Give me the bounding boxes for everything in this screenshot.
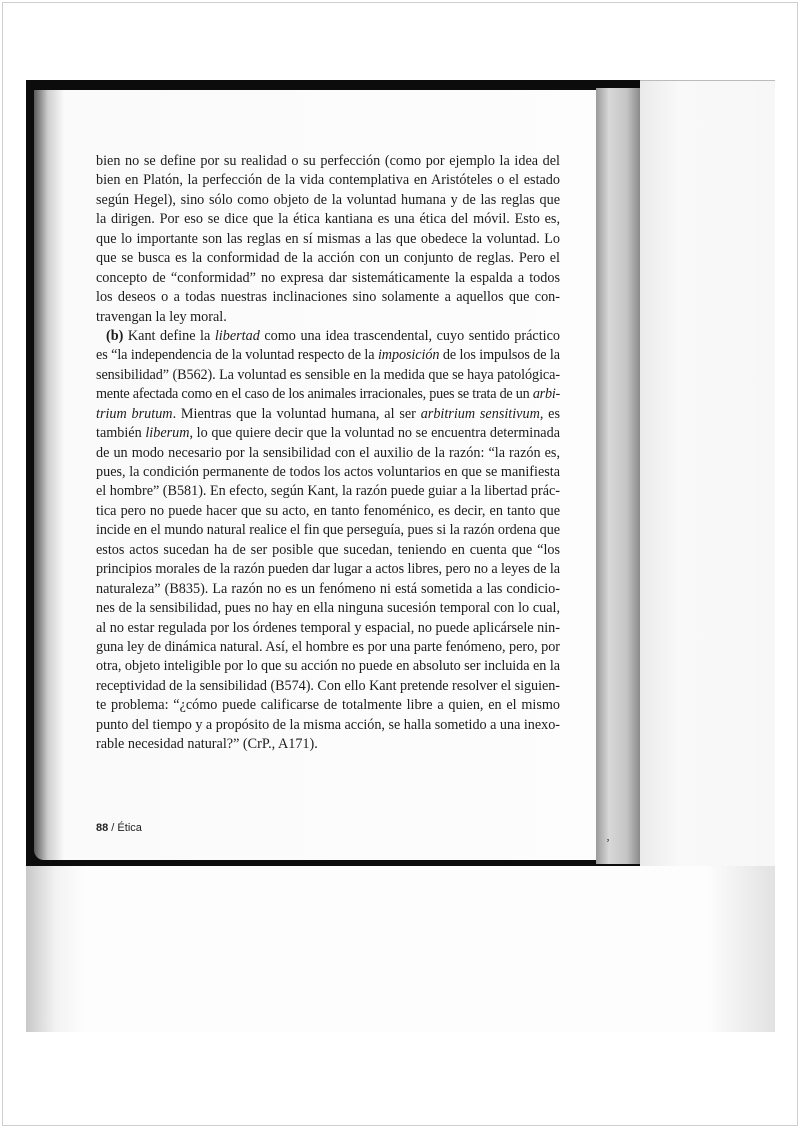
- text-segment: punto del tiempo y a propósito de la misma acción, se halla sometido a una inexo-: [96, 716, 560, 733]
- text-line: [96, 269, 560, 288]
- text-segment: según Hegel), sino sólo como objeto de la voluntad humana y de las reglas que: [96, 191, 560, 208]
- text-line: [96, 502, 560, 521]
- text-line: [96, 696, 560, 715]
- page-footer: [96, 822, 142, 834]
- text-segment: el hombre” (B581). En efecto, según Kant, la razón puede guiar a la libertad prác-: [96, 483, 560, 500]
- italic-text: trium brutum: [96, 405, 173, 422]
- text-line: [96, 385, 560, 404]
- text-segment: te problema: “¿cómo puede calificarse de totalmente libre a quien, en el mismo: [96, 697, 560, 714]
- text-segment: también: [96, 425, 146, 442]
- text-segment: estos actos sucedan ha de ser posible que sucedan, teniendo en cuenta que “los: [96, 541, 560, 558]
- text-line: [96, 560, 560, 579]
- section-title: Ética: [117, 822, 142, 834]
- text-line: [96, 424, 560, 443]
- text-line: [96, 366, 560, 385]
- text-line: [96, 327, 560, 346]
- text-segment: de los impulsos de la: [439, 347, 561, 364]
- facing-page-edge: [640, 80, 775, 867]
- text-line: [96, 308, 560, 327]
- text-line: [96, 735, 560, 754]
- text-segment: , lo que quiere decir que la voluntad no se encuentra determinada: [189, 425, 560, 442]
- text-line: [96, 230, 560, 249]
- text-segment: mente afectada como en el caso de los animales irracionales, pues se trata de un: [96, 386, 533, 403]
- paragraph: [96, 152, 560, 327]
- text-line: [96, 482, 560, 501]
- text-segment: como una idea trascendental, cuyo sentido práctico: [259, 327, 560, 344]
- text-segment: Kant define la: [123, 327, 215, 344]
- text-line: [96, 444, 560, 463]
- italic-text: liberum: [145, 425, 190, 442]
- text-segment: que lo importante son las reglas en sí mismas a las que obedece la voluntad. Lo: [96, 230, 560, 247]
- text-line: [96, 171, 560, 190]
- italic-text: imposición: [377, 347, 440, 364]
- text-segment: sensibilidad” (B562). La voluntad es sensible en la medida que se haya patológica-: [96, 366, 560, 383]
- text-line: [96, 580, 560, 599]
- body-text: [96, 152, 560, 755]
- text-segment: otra, objeto inteligible por lo que su acción no puede en absoluto ser incluida en la: [96, 658, 560, 675]
- text-segment: los deseos o a todas nuestras inclinaciones sino solamente a aquellos que con-: [96, 289, 560, 306]
- book-gutter: [596, 88, 640, 864]
- text-segment: , es: [539, 405, 560, 422]
- text-segment: bien no se define por su realidad o su perfección (como por ejemplo la idea del: [96, 153, 560, 169]
- text-line: [96, 599, 560, 618]
- text-line: [96, 346, 560, 365]
- text-segment: guna ley de dinámica natural. Así, el hombre es por una parte fenómeno, pero, por: [96, 638, 560, 655]
- footer-separator: /: [108, 822, 118, 834]
- text-line: [96, 638, 560, 657]
- text-segment: travengan la ley moral.: [96, 308, 227, 325]
- text-segment: de un modo necesario por la sensibilidad con el auxilio de la razón: “la razón es,: [96, 444, 560, 461]
- text-line: [96, 619, 560, 638]
- margin-mark: ʼ: [606, 836, 610, 850]
- text-segment: que se busca es la conformidad de la acción con un conjunto de reglas. Pero el: [96, 250, 560, 267]
- text-segment: incide en el mundo natural realice el fin que perseguía, pues si la razón ordena que: [96, 522, 560, 539]
- text-line: [96, 657, 560, 676]
- text-line: [96, 152, 560, 171]
- page-number: 88: [96, 822, 109, 834]
- bold-text: (b): [106, 327, 124, 344]
- scanner-bed: [26, 866, 775, 1032]
- text-segment: receptividad de la sensibilidad (B574). Con ello Kant pretende resolver el siguien-: [96, 677, 560, 694]
- text-segment: naturaleza” (B835). La razón no es un fenómeno ni está sometida a las condicio-: [96, 580, 560, 597]
- text-segment: la dirigen. Por eso se dice que la ética kantiana es una ética del móvil. Esto es,: [96, 211, 560, 228]
- text-line: [96, 716, 560, 735]
- text-segment: tica pero no puede hacer que su acto, en tanto fenoménico, es decir, en tanto que: [96, 502, 560, 519]
- text-line: [96, 405, 560, 424]
- paragraph: [96, 327, 560, 755]
- text-segment: es “la independencia de la voluntad respecto de la: [96, 347, 378, 364]
- text-line: [96, 249, 560, 268]
- text-line: [96, 521, 560, 540]
- text-line: [96, 541, 560, 560]
- text-line: [96, 463, 560, 482]
- text-segment: rable necesidad natural?” (CrP., A171).: [96, 736, 318, 753]
- text-line: [96, 191, 560, 210]
- text-segment: . Mientras que la voluntad humana, al ser: [172, 405, 421, 422]
- text-line: [96, 288, 560, 307]
- text-segment: pues, la condición permanente de todos los actos voluntarios en que se manifiesta: [96, 464, 560, 480]
- text-segment: nes de la sensibilidad, pues no hay en ella ninguna sucesión temporal con lo cual,: [96, 600, 560, 617]
- text-segment: principios morales de la razón pueden dar lugar a actos libres, pero no a leyes de la: [96, 561, 560, 578]
- italic-text: libertad: [214, 327, 260, 344]
- text-segment: al no estar regulada por los órdenes temporal y espacial, no puede aplicársele nin-: [96, 619, 560, 636]
- text-line: [96, 210, 560, 229]
- italic-text: arbi-: [532, 386, 561, 403]
- text-segment: concepto de “conformidad” no expresa dar sistemáticamente la espalda a todos: [96, 269, 560, 286]
- text-segment: bien en Platón, la perfección de la vida contemplativa en Aristóteles o el estado: [96, 172, 560, 189]
- italic-text: arbitrium sensitivum: [420, 405, 540, 422]
- text-line: [96, 677, 560, 696]
